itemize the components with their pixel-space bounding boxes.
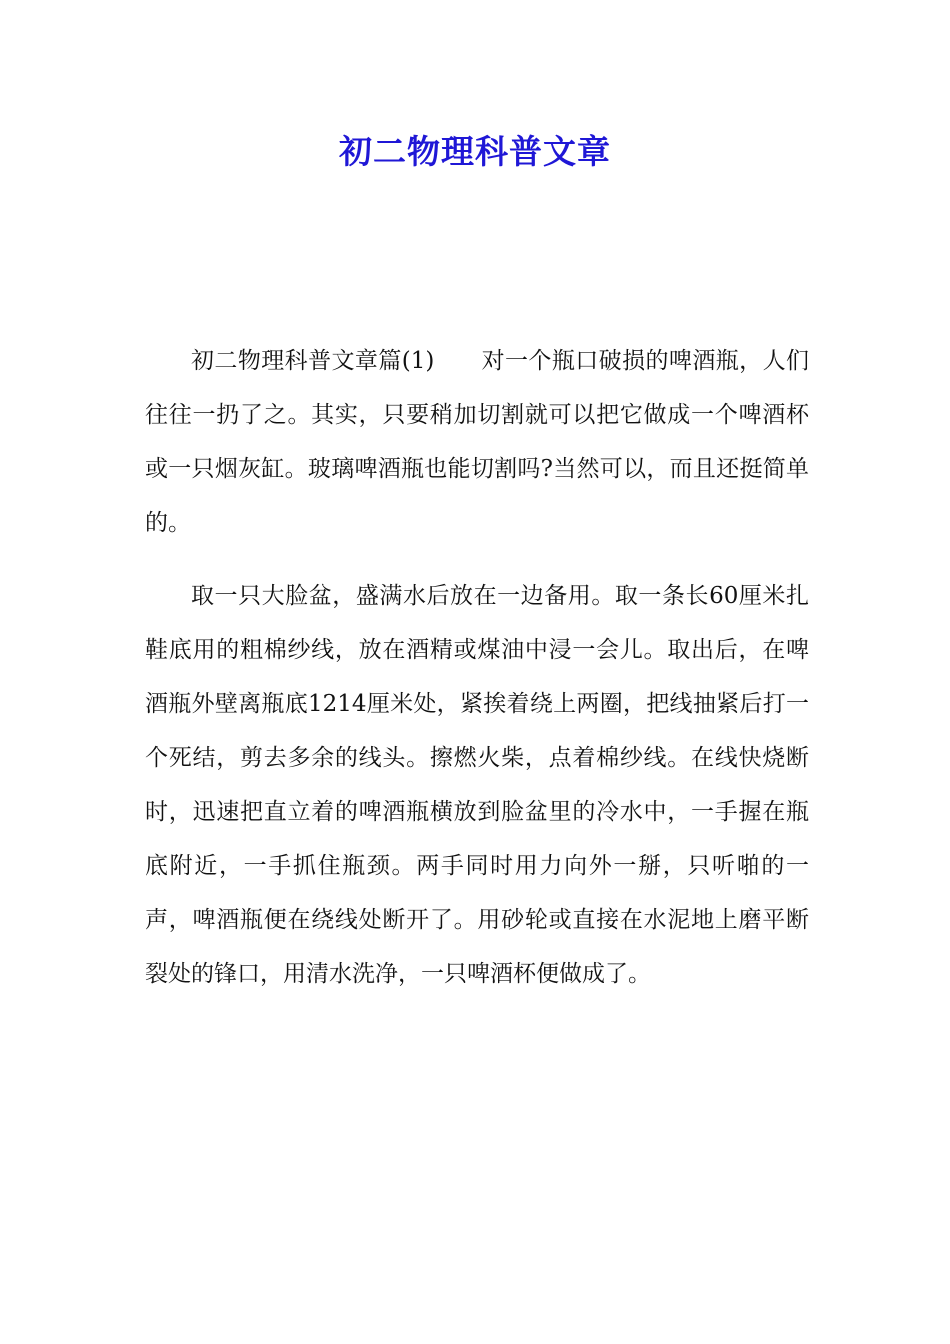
paragraph-2: 取一只大脸盆，盛满水后放在一边备用。取一条长60厘米扎鞋底用的粗棉纱线，放在酒精或煤油中浸一会儿。取出后，在啤酒瓶外壁离瓶底1214厘米处，紧挨着绕上两圈，把线抽紧后打一个死结，剪去多余的线头。擦燃火柴，点着棉纱线。在线快烧断时，迅速把直立着的啤酒瓶横放到脸盆里的冷水中，一手握在瓶底附近，一手抓住瓶颈。两手同时用力向外一掰，只听啪的一声，啤酒瓶便在绕线处断开了。用砂轮或直接在水泥地上磨平断裂处的锋口，用清水洗净，一只啤酒杯便做成了。	[145, 583, 809, 987]
page-title: 初二物理科普文章	[339, 132, 611, 171]
article-body	[145, 334, 809, 1020]
paragraph-1: 初二物理科普文章篇(1) 对一个瓶口破损的啤酒瓶，人们往往一扔了之。其实，只要稍加切割就可以把它做成一个啤酒杯或一只烟灰缸。玻璃啤酒瓶也能切割吗?当然可以，而且还挺简单的。	[145, 348, 809, 536]
